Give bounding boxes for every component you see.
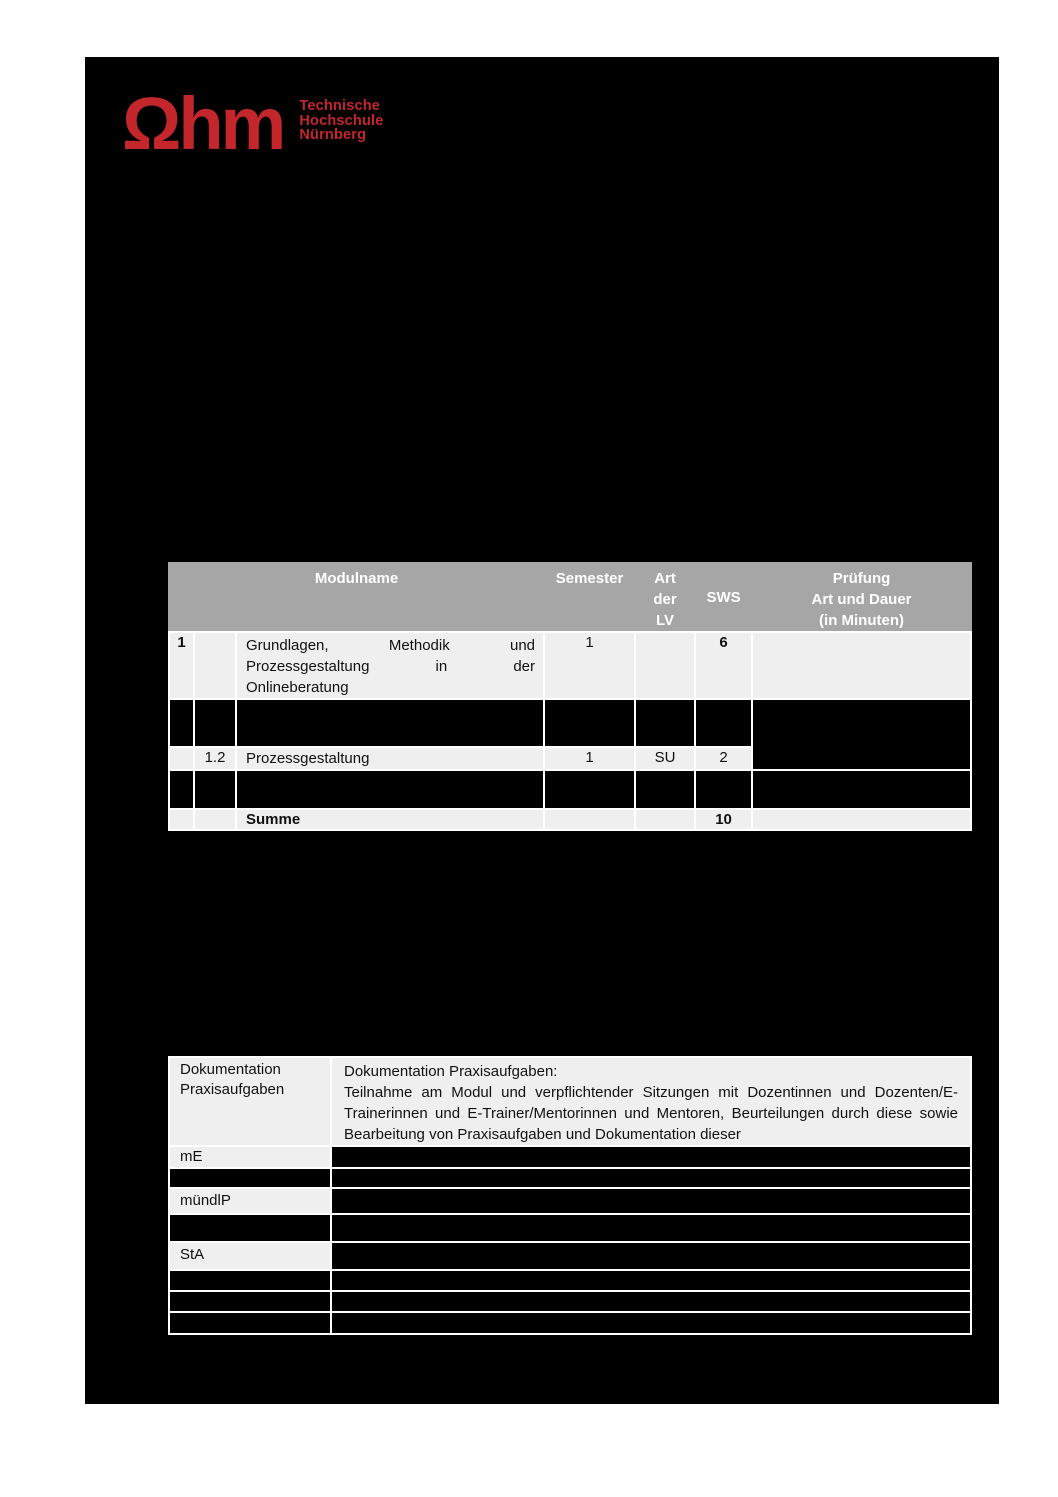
redacted-row	[169, 1312, 971, 1334]
module-1-sws: 6	[695, 632, 752, 699]
doc-description	[331, 1057, 971, 1146]
doc-description-title: Dokumentation Praxisaufgaben:	[344, 1063, 558, 1080]
module-1-2-sws: 2	[695, 747, 752, 770]
redacted-cell	[194, 770, 236, 809]
sum-empty	[169, 809, 194, 830]
redacted-cell	[695, 770, 752, 809]
sum-label: Summe	[236, 809, 544, 830]
redacted-cell	[169, 1214, 331, 1242]
sum-sws-total: 10	[695, 809, 752, 830]
module-1-pruefung-empty	[752, 632, 971, 699]
module-1-subnr-empty	[194, 632, 236, 699]
me-label: mE	[169, 1146, 331, 1168]
sum-empty	[194, 809, 236, 830]
sta-row	[169, 1242, 971, 1270]
institution-line-3: Nürnberg	[299, 127, 367, 143]
ohm-logo	[122, 82, 384, 165]
redacted-row	[169, 1270, 971, 1291]
institution-line-2: Hochschule	[299, 112, 384, 129]
header-sws: SWS	[695, 563, 752, 632]
redacted-cell	[169, 1168, 331, 1188]
redacted-cell	[331, 1291, 971, 1312]
header-pruefung: Prüfung Art und Dauer (in Minuten)	[752, 563, 971, 632]
sum-pruefung-empty	[752, 809, 971, 830]
muendlp-row	[169, 1188, 971, 1214]
module-1-2-semester: 1	[544, 747, 635, 770]
assessment-table	[168, 1056, 972, 1335]
redacted-cell	[635, 770, 695, 809]
header-semester: Semester	[544, 563, 635, 632]
redacted-page-background	[85, 57, 999, 1404]
muendlp-label: mündlP	[169, 1188, 331, 1214]
module-1-semester: 1	[544, 632, 635, 699]
institution-line-1: Technische	[299, 98, 381, 114]
redacted-cell	[331, 1312, 971, 1334]
redacted-cell	[544, 770, 635, 809]
module-1-2-nr: 1.2	[194, 747, 236, 770]
redacted-cell	[331, 1168, 971, 1188]
redacted-row	[169, 1214, 971, 1242]
module-1-name: Grundlagen, Methodik und Prozessgestaltung in der Onlineberatung	[236, 632, 544, 699]
module-1-art-empty	[635, 632, 695, 699]
sum-art-empty	[635, 809, 695, 830]
redacted-row	[169, 1168, 971, 1188]
redacted-cell	[331, 1214, 971, 1242]
module-1-2-empty	[169, 747, 194, 770]
redacted-cell	[331, 1270, 971, 1291]
doc-description-body: Teilnahme am Modul und verpflichtender Sitzungen mit Dozentinnen und Dozenten/E-Trainerinnen und E-Trainer/Mentorinnen und Mentoren, Beurteilungen durch diese sowie Bearbeitung von Praxisaufgaben und Dokumentation dieser	[344, 1084, 958, 1143]
redacted-cell	[544, 699, 635, 747]
sum-row	[169, 809, 971, 830]
redacted-row	[169, 770, 971, 809]
module-table	[168, 562, 972, 831]
ohm-wordmark: Ωhm	[122, 82, 284, 165]
redacted-cell	[331, 1242, 971, 1270]
redacted-cell-merged	[752, 699, 971, 770]
redacted-row	[169, 1291, 971, 1312]
header-modulname: Modulname	[169, 563, 544, 632]
module-table-header-row	[169, 563, 971, 632]
sta-label: StA	[169, 1242, 331, 1270]
module-1-nr: 1	[169, 632, 194, 699]
module-1-2-name: Prozessgestaltung	[236, 747, 544, 770]
me-row	[169, 1146, 971, 1168]
redacted-cell	[169, 1270, 331, 1291]
redacted-cell	[752, 770, 971, 809]
header-art-der-lv: Art der LV	[635, 563, 695, 632]
sum-semester-empty	[544, 809, 635, 830]
redacted-cell	[331, 1146, 971, 1168]
institution-name	[299, 99, 383, 143]
redacted-cell	[331, 1188, 971, 1214]
module-1-2-art: SU	[635, 747, 695, 770]
redacted-cell	[169, 699, 194, 747]
redacted-cell	[695, 699, 752, 747]
redacted-row	[169, 699, 971, 747]
redacted-cell	[169, 1312, 331, 1334]
redacted-cell	[236, 699, 544, 747]
module-row-1	[169, 632, 971, 699]
redacted-cell	[635, 699, 695, 747]
redacted-cell	[236, 770, 544, 809]
redacted-cell	[169, 770, 194, 809]
redacted-cell	[169, 1291, 331, 1312]
redacted-cell	[194, 699, 236, 747]
doc-praxisaufgaben-row	[169, 1057, 971, 1146]
doc-label: Dokumentation Praxisaufgaben	[169, 1057, 331, 1146]
